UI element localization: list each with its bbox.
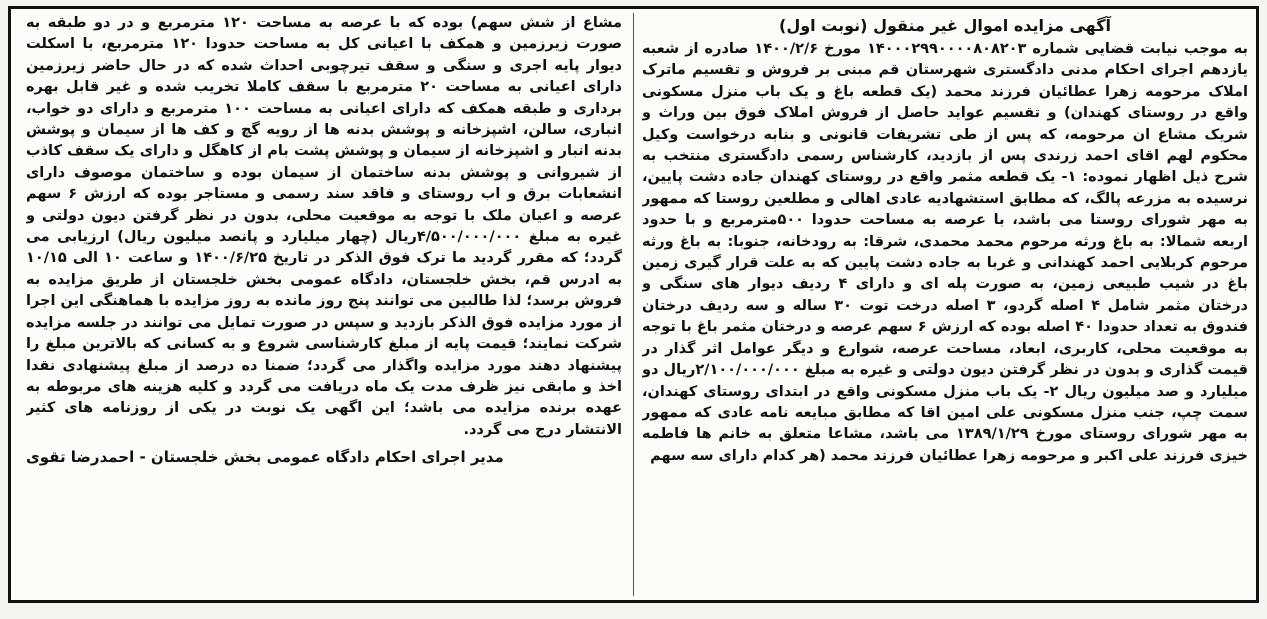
signature: مدیر اجرای احکام دادگاه عمومی بخش خلجستان - احمدرضا تقوی: [26, 448, 504, 467]
right-column: [642, 13, 1248, 596]
notice-title: آگهی مزایده اموال غیر منقول (نوبت اول): [779, 16, 1111, 35]
left-column: [26, 13, 622, 596]
right-column-text: به موجب نیابت قضایی شماره ۱۴۰۰۰۲۹۹۰۰۰۰۸۰۸۲۰۳ مورخ ۱۴۰۰/۲/۶ صادره از شعبه یازدهم اجرای احکام مدنی دادگستری شهرستان قم مبنی بر فروش و تقسیم ماترک املاک مرحومه زهرا عطائیان فرزند محمد (یک قطعه باغ و یک باب منزل مسکونی واقع در روستای کهندان) و تقسیم عواید حاصل از فروش املاک فوق بین وراث و شریک مشاع ان مرحومه، که پس از طی تشریفات قانونی و بنابه درخواست وکیل محکوم لهم اقای احمد زرندی پس از بازدید، کارشناس رسمی دادگستری منتخب به شرح ذیل اظهار نموده: ۱- یک قطعه مثمر واقع در روستای کهندان جاده دشت پایین، نرسیده به مزرعه پالگ، که مطابق استشهادیه عادی اهالی و مطلعین روستا که ممهور به مهر شورای روستا می باشد، با عرصه به مساحت حدودا ۵۰۰مترمربع و با حدود اربعه شمالا: به باغ ورثه مرحوم محمد محمدی، شرقا: به رودخانه، جنوبا: به باغ ورثه مرحوم کربلایی احمد کهندانی و غربا به جاده دشت پایین که به علت قرار گیری زمین باغ در شیب طبیعی زمین، به صورت پله ای و دارای ۴ ردیف دیوار های سنگی و درختان مثمر شامل ۴ اصله گردو، ۳ اصله درخت توت ۳۰ ساله و سه ردیف درختان فندوق به تعداد حدودا ۴۰ اصله بوده که ارزش ۶ سهم عرصه و درختان مثمر باغ با توجه به موقعیت محلی، کاربری، ابعاد، مساحت عرصه، شوارع و دیگر عوامل اثر گذار در قیمت گذاری و بدون در نظر گرفتن دیون دولتی و غیره به مبلغ ۲/۱۰۰/۰۰۰/۰۰۰ریال دو میلیارد و صد میلیون ریال ۲- یک باب منزل مسکونی واقع در ابتدای روستای کهندان، سمت چپ، جنب منزل مسکونی علی امین اقا که مطابق مبایعه نامه عادی که ممهور به مهر شورای روستای مورخ ۱۳۸۹/۱/۲۹ می باشد، مشاعا متعلق به خانم ها فاطمه خیزی فرزند علی اکبر و مرحومه زهرا عطائیان فرزند محمد (هر کدام دارای سه سهم: [642, 41, 1248, 464]
column-divider: [633, 13, 634, 596]
auction-notice: [8, 6, 1259, 603]
left-column-text: مشاع از شش سهم) بوده که با عرصه به مساحت ۱۲۰ مترمربع و در دو طبقه به صورت زیرزمین و همکف با اعیانی کل به مساحت حدودا ۱۲۰ مترمربع، با اسکلت دیوار پایه اجری و سنگی و سقف تیرچوبی احداث شده که در حال حاضر زیرزمین دارای اعیانی به مساحت ۲۰ مترمربع با سقف کاملا تخریب شده و غیر قابل بهره برداری و طبقه همکف که دارای اعیانی به مساحت ۱۰۰ مترمربع و دارای دو خواب، انباری، سالن، اشپزخانه و پوشش بدنه ها از رویه گچ و کف ها از سیمان و پوشش بدنه انبار و اشپزخانه از سیمان و پوشش پشت بام از کاهگل و دارای یک سقف کاذب از شیروانی و پوشش بدنه ساختمان از سیمان بوده و ساختمان موصوف دارای انشعابات برق و اب روستای و فاقد سند رسمی و مستاجر بوده که ارزش ۶ سهم عرصه و اعیان ملک با توجه به موقعیت محلی، بدون در نظر گرفتن دیون دولتی و غیره به مبلغ ۴/۵۰۰/۰۰۰/۰۰۰ریال (چهار میلیارد و پانصد میلیون ریال) ارزیابی می گردد؛ که مقرر گردید ما ترک فوق الذکر در تاریخ ۱۴۰۰/۶/۲۵ و ساعت ۱۰ الی ۱۰/۱۵ به ادرس قم، بخش خلجستان، دادگاه عمومی بخش خلجستان از طریق مزایده به فروش برسد؛ لذا طالبین می توانند پنج روز مانده به روز مزایده با هماهنگی این اجرا از مورد مزایده فوق الذکر بازدید و سپس در صورت تمایل می توانند در جلسه مزایده شرکت نمایند؛ قیمت پایه از مبلغ کارشناسی شروع و به کسانی که بالاترین مبلغ را پیشنهاد دهند مورد مزایده واگذار می گردد؛ ضمنا ده درصد از مبلغ پیشنهادی نقدا اخذ و مابقی نیز ظرف مدت یک ماه دریافت می گردد و کلیه هزینه های مربوطه به عهده برنده مزایده می باشد؛ این اگهی یک نوبت در یکی از روزنامه های کثیر الانتشار درج می گردد.: [26, 15, 622, 438]
